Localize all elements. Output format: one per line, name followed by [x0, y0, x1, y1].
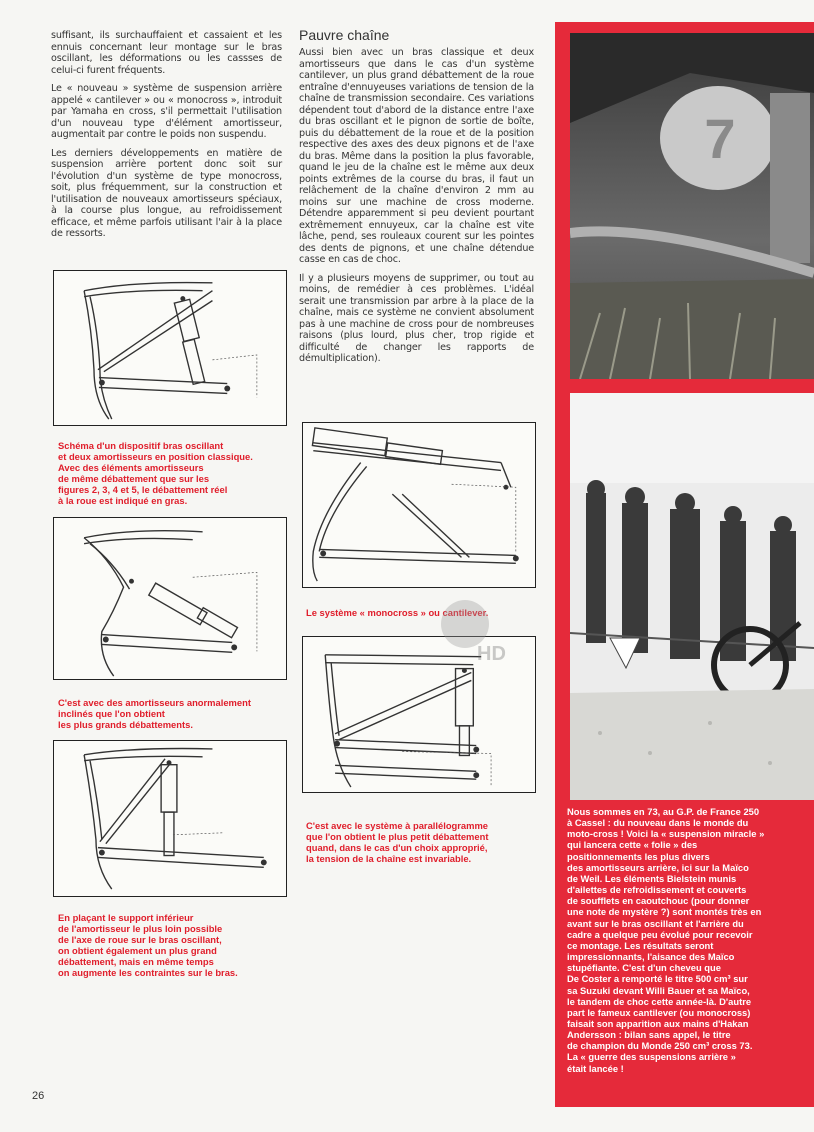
paragraph: Aussi bien avec un bras classique et deux amortisseurs que dans le cas d'un système cantilever, un plus grand débattement de la roue entraîne d'ennuyeuses variations de tension de la chaîne de transmission secondaire. Ces variations dépendent tout d'abord de la distance entre l'axe du bras oscillant et le pignon de sortie de boîte, puis du débattement de la roue et de la position respective des axes des deux pignons et de l'axe du bras. Même dans la position la plus favorable, quand le jeu de la chaîne est le même aux deux points extrêmes de la course du bras, il faut un relâchement de la chaîne d'environ 2 mm au moins sur une machine de cross moderne. Détendre apparemment si peu devient pourtant extrêmement ennuyeux, car la chaîne est vite lâche, pend, ses rouleaux courent sur les pointes des dents de pignons, et une chaîne détendue casse en cas de choc. [299, 47, 534, 265]
photo-rear-suspension-closeup [570, 33, 814, 379]
watermark-logo [437, 596, 517, 666]
svg-text:HD: HD [477, 643, 506, 665]
paragraph: Il y a plusieurs moyens de supprimer, ou tout au moins, de remédier à ces problèmes. L'idéal serait une transmission par arbre à la place de la chaîne, mais ce système ne convient absolument pas à une machine de cross pour de nombreuses raisons (plus lourd, plus cher, trop rigide et difficulté de changer les rapports de démultiplication). [299, 272, 534, 364]
page-number: 26 [32, 1090, 45, 1102]
figure-1-caption: Schéma d'un dispositif bras oscillant et deux amortisseurs en position classique. Avec des éléments amortisseurs de même débattement que sur les figures 2, 3, 4 et 5, le débattement réel à la roue est indiqué en gras. [58, 440, 253, 506]
paragraph: Le « nouveau » système de suspension arrière appelé « cantilever » ou « monocross », introduit par Yamaha en cross, s'il permettait l'utilisation d'un nouveau type d'élément amortisseur, augmentait par contre le poids non suspendu. [51, 83, 282, 140]
left-column-text [51, 30, 282, 247]
paragraph: Les derniers développements en matière de suspension arrière portent donc soit sur l'évolution d'un système de type monocross, soit, plus fréquemment, sur la construction et l'utilisation de nouveaux amortisseurs spéciaux, à la course plus longue, au refroidissement efficace, et même parfois utilisant l'air à la place de ressorts. [51, 147, 282, 239]
figure-2-inclined-shocks [53, 517, 287, 680]
figure-3-caption: En plaçant le support inférieur de l'amortisseur le plus loin possible de l'axe de roue sur le bras oscillant, on obtient également un plus grand débattement, mais en même temps on augmente les contraintes sur le bras. [58, 912, 238, 978]
figure-1-classic-swingarm [53, 270, 287, 426]
figure-4-caption: Le système « monocross » ou cantilever. [306, 607, 489, 618]
photo-race-crowd [570, 393, 814, 800]
figure-4-monocross [302, 422, 536, 588]
svg-text:7: 7 [704, 107, 736, 170]
section-heading: Pauvre chaîne [299, 27, 390, 43]
figure-2-caption: C'est avec des amortisseurs anormalement inclinés que l'on obtient les plus grands débattements. [58, 697, 251, 730]
middle-column-text [299, 27, 534, 372]
figure-5-caption: C'est avec le système à parallélogramme que l'on obtient le plus petit débattement quand, dans le cas d'un choix approprié, la tension de la chaîne est invariable. [306, 820, 489, 864]
paragraph: suffisant, ils surchauffaient et cassaient et les ennuis concernant leur montage sur le bras oscillant, les déformations ou les cassses de celui-ci furent fréquents. [51, 30, 282, 76]
photo-caption: Nous sommes en 73, au G.P. de France 250 à Cassel : du nouveau dans le monde du moto-cross ! Voici la « suspension miracle » qui lancera cette « folie » des positionnements les plus divers des amortisseurs arrière, ici sur la Maïco de Weil. Les éléments Bielstein munis d'ailettes de refroidissement et couverts de soufflets en caoutchouc (pour donner une note de mystère ?) sont montés très en avant sur le bras oscillant et l'arrière du cadre a quelque peu évolué pour recevoir ce montage. Les résultats seront impressionnants, l'aisance des Maïco stupéfiante. C'est d'un cheveu que De Coster a remporté le titre 500 cm³ sur sa Suzuki devant Willi Bauer et sa Maïco, le tandem de choc cette année-là. D'autre part le fameux cantilever (ou monocross) faisait son apparition aux mains d'Hakan Andersson : bilan sans appel, le titre de champion du Monde 250 cm³ cross 73. La « guerre des suspensions arrière » était lancée ! [567, 806, 765, 1074]
figure-3-lower-mount-forward [53, 740, 287, 897]
